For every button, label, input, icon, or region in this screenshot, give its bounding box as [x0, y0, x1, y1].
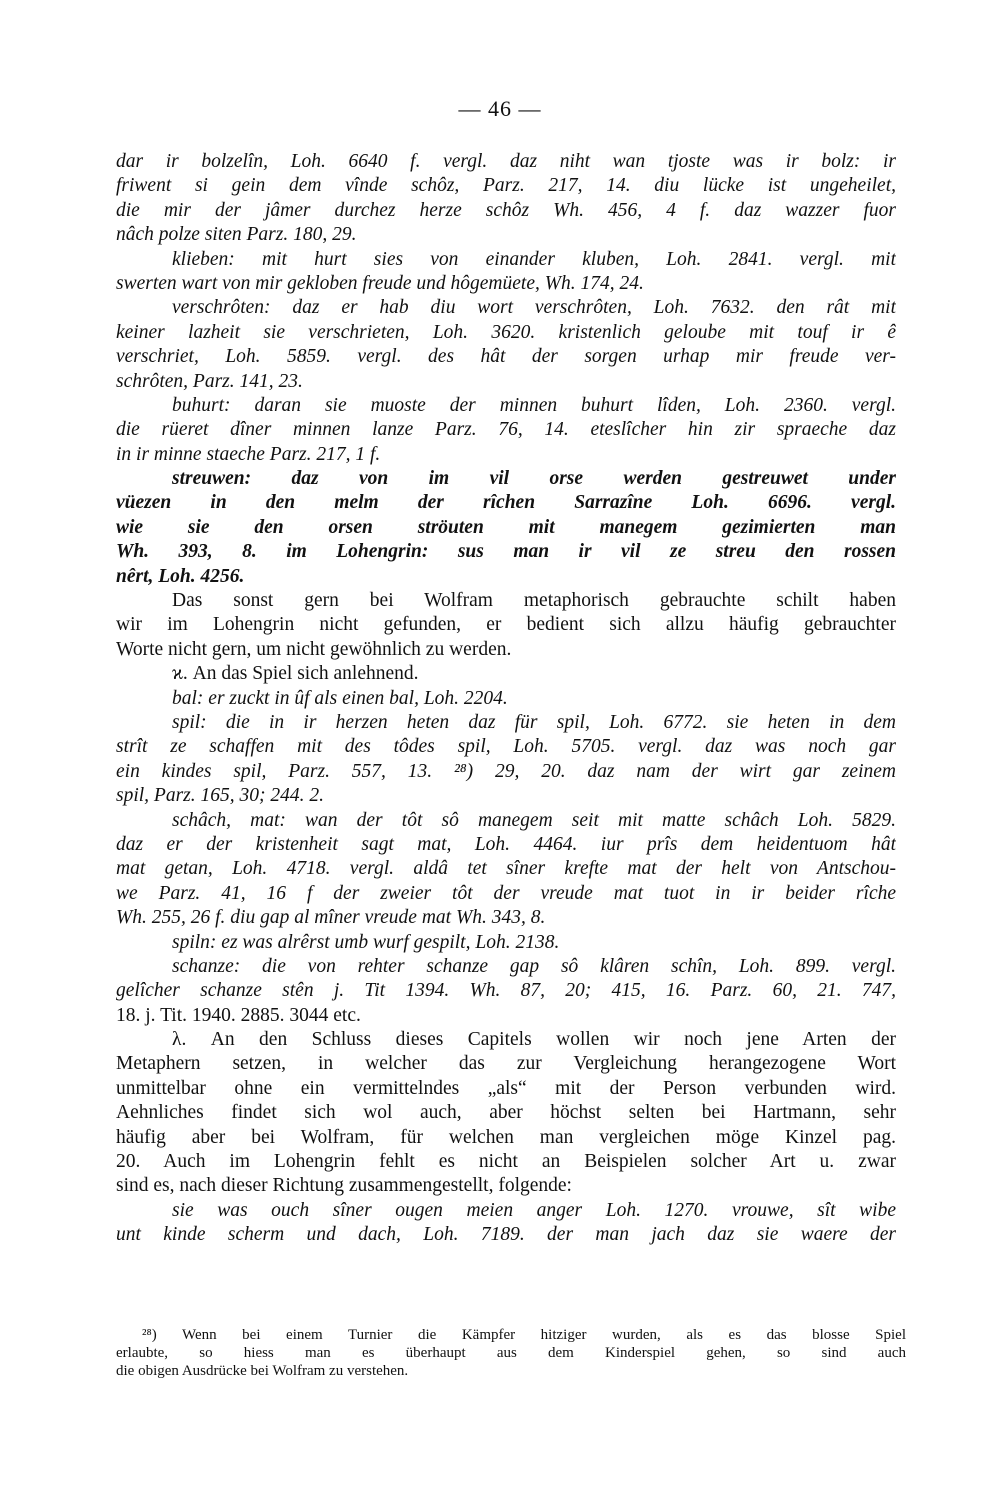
text-line: unmittelbar ohne ein vermittelndes „als“ mit der Person verbunden wird.: [116, 1077, 896, 1099]
text-line: die rüeret dîner minnen lanze Parz. 76, 14. eteslîcher hin zir spraeche daz: [116, 419, 896, 441]
footnote-line: ²⁸) Wenn bei einem Turnier die Kämpfer hitziger wurden, als es das blosse Spiel: [142, 1327, 906, 1343]
text-line: unt kinde scherm und dach, Loh. 7189. der man jach daz sie waere der: [116, 1224, 896, 1246]
text-line: Das sonst gern bei Wolfram metaphorisch gebrauchte schilt haben: [172, 590, 896, 612]
text-line: Metaphern setzen, in welcher das zur Vergleichung herangezogene Wort: [116, 1053, 896, 1075]
text-line: nâch polze siten Parz. 180, 29.: [116, 224, 357, 246]
text-line: klieben: mit hurt sies von einander kluben, Loh. 2841. vergl. mit: [172, 248, 896, 270]
text-line: sind es, nach dieser Richtung zusammengestellt, folgende:: [116, 1175, 572, 1197]
footnote-line: erlaubte, so hiess man es überhaupt aus dem Kinderspiel gehen, so sind auch: [116, 1345, 906, 1361]
text-line: friwent si gein dem vînde schôz, Parz. 217, 14. diu lücke ist ungeheilet,: [116, 175, 896, 197]
text-line: ϰ. An das Spiel sich anlehnend.: [172, 663, 419, 685]
text-line: 20. Auch im Lohengrin fehlt es nicht an Beispielen solcher Art u. zwar: [116, 1151, 896, 1173]
text-line: schanze: die von rehter schanze gap sô klâren schîn, Loh. 899. vergl.: [172, 955, 896, 977]
text-line: wie sie den orsen ströuten mit manegem gezimierten man: [116, 516, 896, 538]
text-line: streuwen: daz von im vil orse werden gestreuwet under: [172, 468, 896, 490]
text-line: strît ze schaffen mit des tôdes spil, Loh. 5705. vergl. daz was noch gar: [116, 736, 896, 758]
text-line: spil, Parz. 165, 30; 244. 2.: [116, 785, 325, 807]
text-line: wir im Lohengrin nicht gefunden, er bedient sich allzu häufig gebrauchter: [116, 614, 896, 636]
text-line: dar ir bolzelîn, Loh. 6640 f. vergl. daz niht wan tjoste was ir bolz: ir: [116, 151, 896, 172]
text-line: nêrt, Loh. 4256.: [116, 565, 245, 587]
text-line: gelîcher schanze stên j. Tit 1394. Wh. 87, 20; 415, 16. Parz. 60, 21. 747,: [116, 980, 896, 1002]
page-number: — 46 —: [458, 96, 542, 121]
text-line: we Parz. 41, 16 f der zweier tôt der vreude mat tuot in ir beider rîche: [116, 882, 896, 904]
text-line: mat getan, Loh. 4718. vergl. aldâ tet sîner krefte mat der helt von Antschou-: [116, 858, 896, 880]
text-line: spiln: ez was alrêrst umb wurf gespilt, Loh. 2138.: [172, 931, 560, 953]
text-line: Wh. 255, 26 f. diu gap al mîner vreude mat Wh. 343, 8.: [116, 907, 546, 929]
text-line: keiner lazheit sie verschrieten, Loh. 3620. kristenlich geloube mit touf ir ê: [116, 321, 896, 343]
text-line: daz er der kristenheit sagt mat, Loh. 4464. iur prîs dem heidentuom hât: [116, 833, 896, 855]
text-line: spil: die in ir herzen heten daz für spil, Loh. 6772. sie heten in dem: [172, 711, 896, 733]
text-line: in ir minne staeche Parz. 217, 1 f.: [116, 443, 381, 465]
text-line: 18. j. Tit. 1940. 2885. 3044 etc.: [116, 1004, 361, 1026]
text-line: die mir der jâmer durchez herze schôz Wh. 456, 4 f. daz wazzer fuor: [116, 199, 896, 221]
text-line: vüezen in den melm der rîchen Sarrazîne Loh. 6696. vergl.: [116, 492, 896, 514]
text-line: sie was ouch sîner ougen meien anger Loh. 1270. vrouwe, sît wibe: [172, 1199, 896, 1221]
text-line: verschriet, Loh. 5859. vergl. des hât der sorgen urhap mir freude ver-: [116, 346, 896, 368]
main-text: [116, 150, 896, 1248]
text-line: λ. An den Schluss dieses Capitels wollen wir noch jene Arten der: [172, 1029, 896, 1051]
text-line: verschrôten: daz er hab diu wort verschrôten, Loh. 7632. den rât mit: [172, 297, 896, 319]
text-line: schâch, mat: wan der tôt sô manegem seit mit matte schâch Loh. 5829.: [172, 809, 896, 831]
text-line: schrôten, Parz. 141, 23.: [116, 370, 303, 392]
text-line: Wh. 393, 8. im Lohengrin: sus man ir vil ze streu den rossen: [116, 541, 896, 563]
footnote: [116, 1326, 906, 1380]
text-line: Aehnliches findet sich wol auch, aber höchst selten bei Hartmann, sehr: [116, 1102, 896, 1124]
text-line: buhurt: daran sie muoste der minnen buhurt lîden, Loh. 2360. vergl.: [172, 394, 896, 416]
text-line: häufig aber bei Wolfram, für welchen man vergleichen möge Kinzel pag.: [116, 1126, 896, 1148]
footnote-line: die obigen Ausdrücke bei Wolfram zu verstehen.: [116, 1363, 409, 1379]
text-line: bal: er zuckt in ûf als einen bal, Loh. 2204.: [172, 687, 508, 709]
text-line: swerten wart von mir gekloben freude und hôgemüete, Wh. 174, 24.: [116, 272, 644, 294]
text-line: Worte nicht gern, um nicht gewöhnlich zu werden.: [116, 638, 512, 660]
text-line: ein kindes spil, Parz. 557, 13. ²⁸) 29, 20. daz nam der wirt gar zeinem: [116, 760, 896, 782]
